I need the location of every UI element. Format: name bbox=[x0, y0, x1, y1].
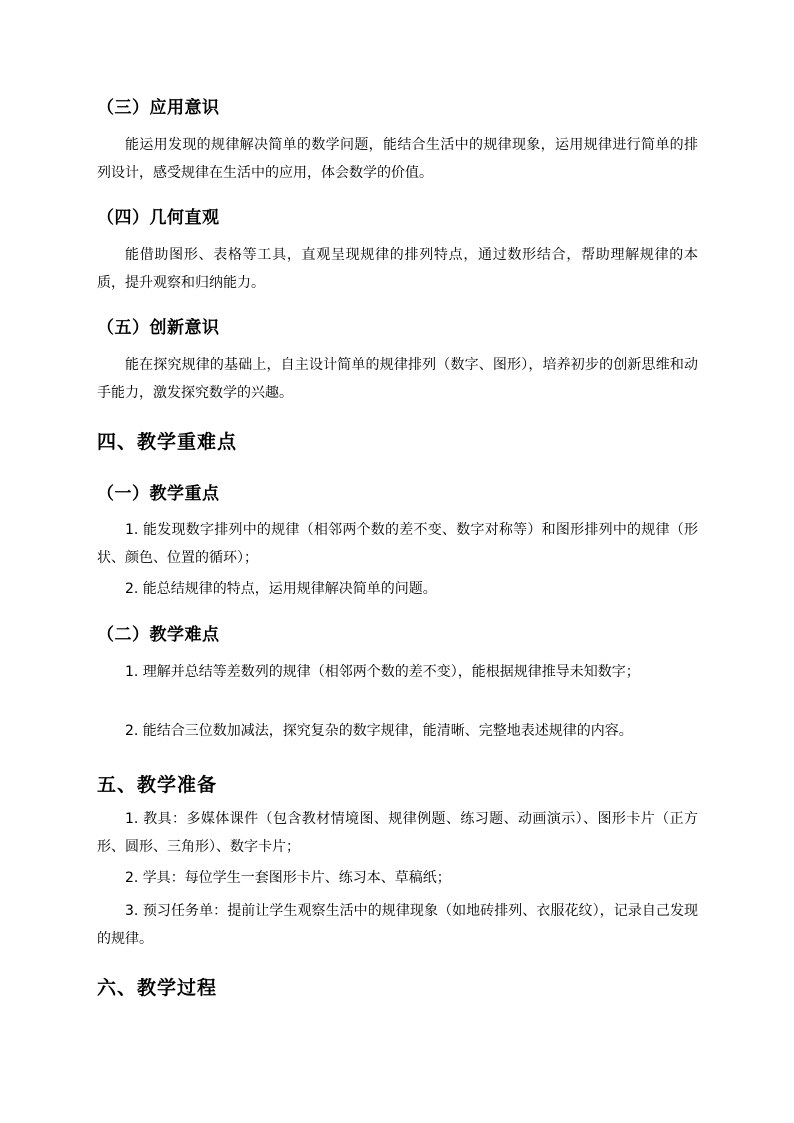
section-heading-application: （三）应用意识 bbox=[97, 98, 220, 118]
paragraph-application: 能运用发现的规律解决简单的数学问题，能结合生活中的规律现象，运用规律进行简单的排列设计，感受规律在生活中的应用，体会数学的价值。 bbox=[97, 137, 698, 181]
paragraph-geometry: 能借助图形、表格等工具，直观呈现规律的排列特点，通过数形结合，帮助理解规律的本质，提升观察和归纳能力。 bbox=[97, 247, 698, 291]
paragraph-innovation: 能在探究规律的基础上，自主设计简单的规律排列（数字、图形），培养初步的创新思维和动手能力，激发探究数学的兴趣。 bbox=[97, 357, 698, 401]
section-heading-geometry: （四）几何直观 bbox=[97, 208, 220, 228]
list-item-difficult-point-1: 1. 理解并总结等差数列的规律（相邻两个数的差不变），能根据规律推导未知数字； bbox=[125, 664, 640, 680]
chapter-heading-preparation: 五、教学准备 bbox=[97, 774, 218, 796]
section-heading-innovation: （五）创新意识 bbox=[97, 318, 220, 338]
section-heading-difficult-points: （二）教学难点 bbox=[97, 625, 220, 645]
list-item-difficult-point-2: 2. 能结合三位数加减法，探究复杂的数字规律，能清晰、完整地表述规律的内容。 bbox=[125, 723, 633, 739]
list-item-preparation-2: 2. 学具：每位学生一套图形卡片、练习本、草稿纸； bbox=[125, 870, 451, 886]
list-item-preparation-3: 3. 预习任务单：提前让学生观察生活中的规律现象（如地砖排列、衣服花纹），记录自己发现的规律。 bbox=[97, 903, 698, 947]
section-heading-key-points: （一）教学重点 bbox=[97, 484, 220, 504]
list-item-key-point-2: 2. 能总结规律的特点，运用规律解决简单的问题。 bbox=[125, 581, 437, 597]
chapter-heading-process: 六、教学过程 bbox=[97, 977, 218, 999]
list-item-key-point-1: 1. 能发现数字排列中的规律（相邻两个数的差不变、数字对称等）和图形排列中的规律（形状、颜色、位置的循环）； bbox=[97, 522, 698, 566]
list-item-preparation-1: 1. 教具：多媒体课件（包含教材情境图、规律例题、练习题、动画演示）、图形卡片（正方形、圆形、三角形）、数字卡片； bbox=[97, 811, 698, 855]
chapter-heading-key-difficult: 四、教学重难点 bbox=[97, 431, 238, 453]
